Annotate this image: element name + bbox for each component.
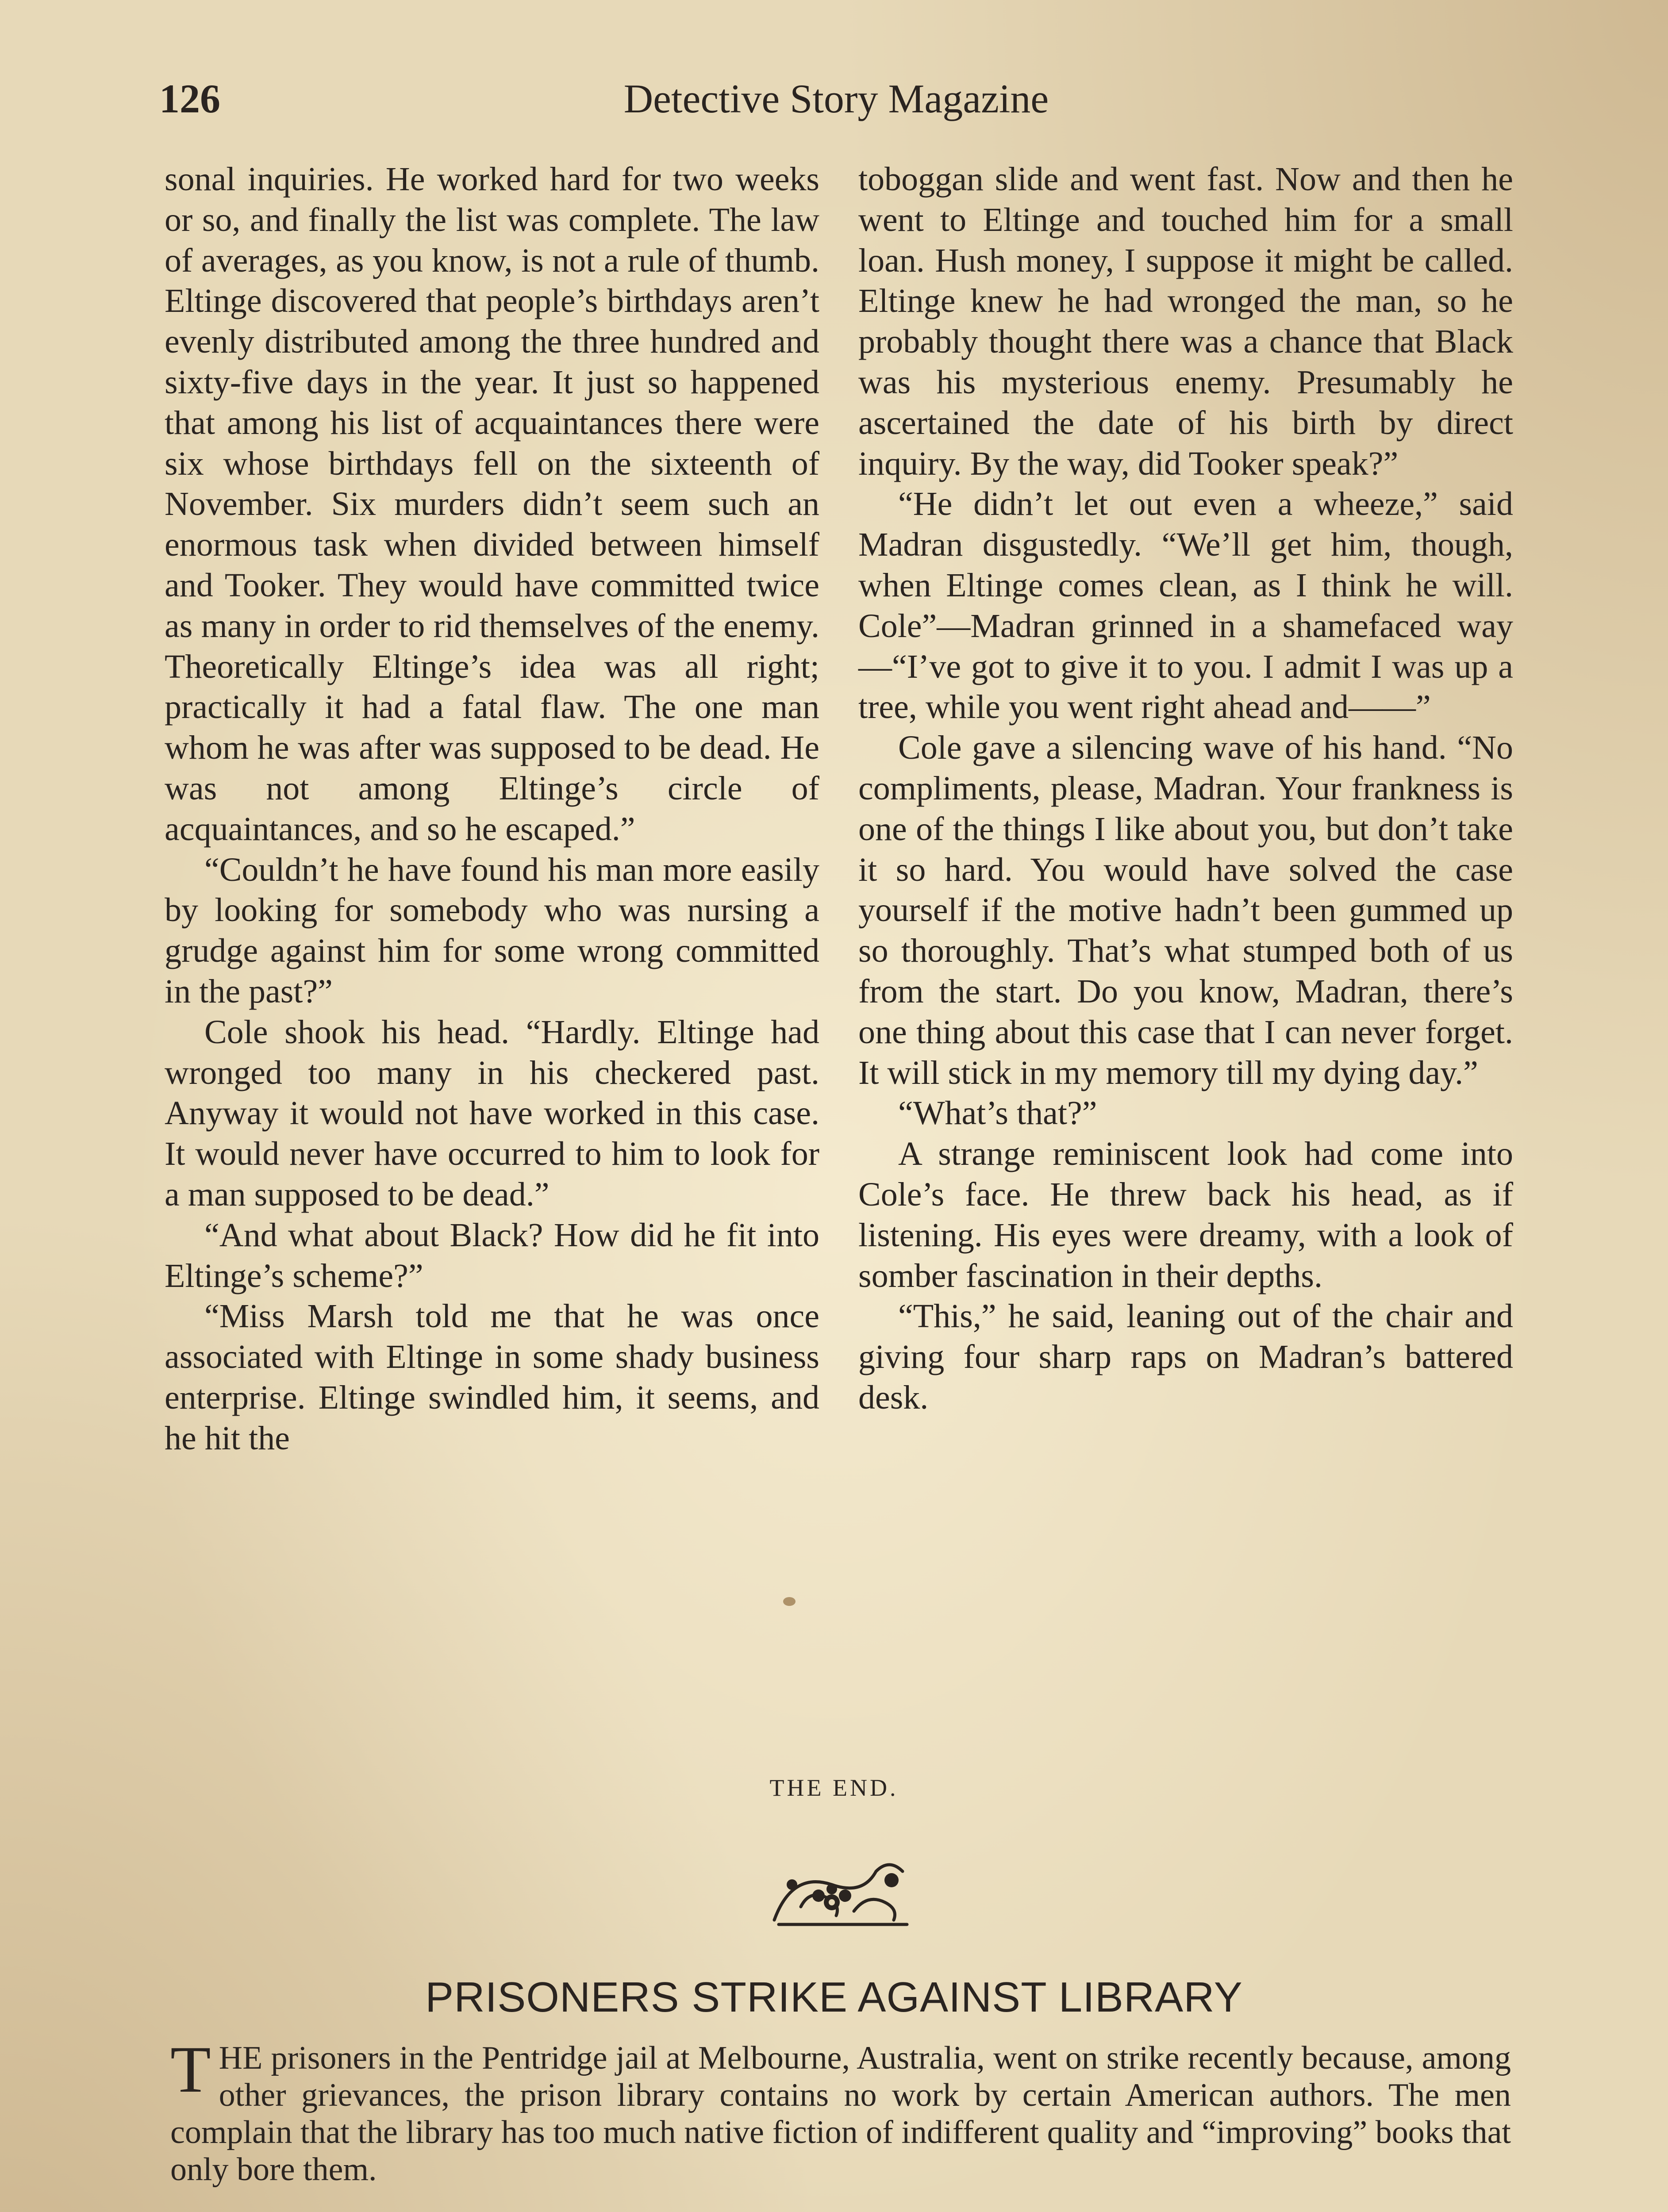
floral-ornament-icon <box>765 1854 916 1933</box>
left-column <box>165 159 819 1459</box>
paragraph: “He didn’t let out even a wheeze,” said Madran disgustedly. “We’ll get him, though, when Eltinge comes clean, as I think he will. Cole”—Madran grinned in a shamefaced way—“I’ve got to give it to you. I admit I was up a tree, while you went right ahead and——” <box>858 485 1513 726</box>
paragraph: toboggan slide and went fast. Now and then he went to Eltinge and touched him for a small loan. Hush money, I suppose it might be called. Eltinge knew he had wronged the man, so he probably thought there was a chance that Black was his mysterious enemy. Presumably he ascertained the date of his birth by direct inquiry. By the way, did Tooker speak?” <box>858 161 1513 482</box>
paragraph: “Couldn’t he have found his man more easily by looking for somebody who was nursing a grudge against him for some wrong committed in the past?” <box>165 851 819 1010</box>
page-number: 126 <box>159 76 220 121</box>
article-body <box>170 2033 1511 2188</box>
article-title: PRISONERS STRIKE AGAINST LIBRARY <box>425 1974 1243 2021</box>
paragraph: Cole shook his head. “Hardly. Eltinge had wronged too many in his checkered past. Anyway it would not have worked in this case. It would never have occurred to him to look for a man supposed to be dead.” <box>165 1013 819 1213</box>
article-text: HE prisoners in the Pentridge jail at Melbourne, Australia, went on strike recently because, among other grievances, the prison library contains no work by certain American authors. The men complain that the library has too much native fiction of indifferent quality and “improving” books that only bore them. <box>170 2040 1511 2188</box>
paragraph: “This,” he said, leaning out of the chair and giving four sharp raps on Madran’s battered desk. <box>858 1298 1513 1416</box>
paragraph: Cole gave a silencing wave of his hand. “No compliments, please, Madran. Your frankness is one of the things I like about you, but don’t take it so hard. You would have solved the case yourself if the motive hadn’t been gummed up so thoroughly. That’s what stumped both of us from the start. Do you know, Madran, there’s one thing about this case that I can never forget. It will stick in my memory till my dying day.” <box>858 729 1513 1091</box>
paragraph: “And what about Black? How did he fit into Eltinge’s scheme?” <box>165 1216 819 1294</box>
the-end-label: THE END. <box>769 1774 899 1801</box>
paragraph: sonal inquiries. He worked hard for two weeks or so, and finally the list was complete. The law of averages, as you know, is not a rule of thumb. Eltinge discovered that people’s birthdays aren’t evenly distributed among the three hundred and sixty-five days in the year. It just so happened that among his list of acquaintances there were six whose birthdays fell on the sixteenth of November. Six murders didn’t seem such an enormous task when divided between himself and Tooker. They would have committed twice as many in order to rid themselves of the enemy. Theoretically Eltinge’s idea was all right; practically it had a fatal flaw. The one man whom he was after was supposed to be dead. He was not among Eltinge’s circle of acquaintances, and so he escaped.” <box>165 161 819 848</box>
dropcap-letter: T <box>170 2033 211 2106</box>
paragraph: “Miss Marsh told me that he was once associated with Eltinge in some shady business enterprise. Eltinge swindled him, it seems, and he hit the <box>165 1298 819 1457</box>
page-header <box>159 75 1513 133</box>
paragraph: “What’s that?” <box>898 1094 1097 1132</box>
right-column <box>858 159 1513 1418</box>
paragraph: A strange reminiscent look had come into Cole’s face. He threw back his head, as if listening. His eyes were dreamy, with a look of somber fascination in their depths. <box>858 1135 1513 1294</box>
running-head: Detective Story Magazine <box>623 76 1049 121</box>
